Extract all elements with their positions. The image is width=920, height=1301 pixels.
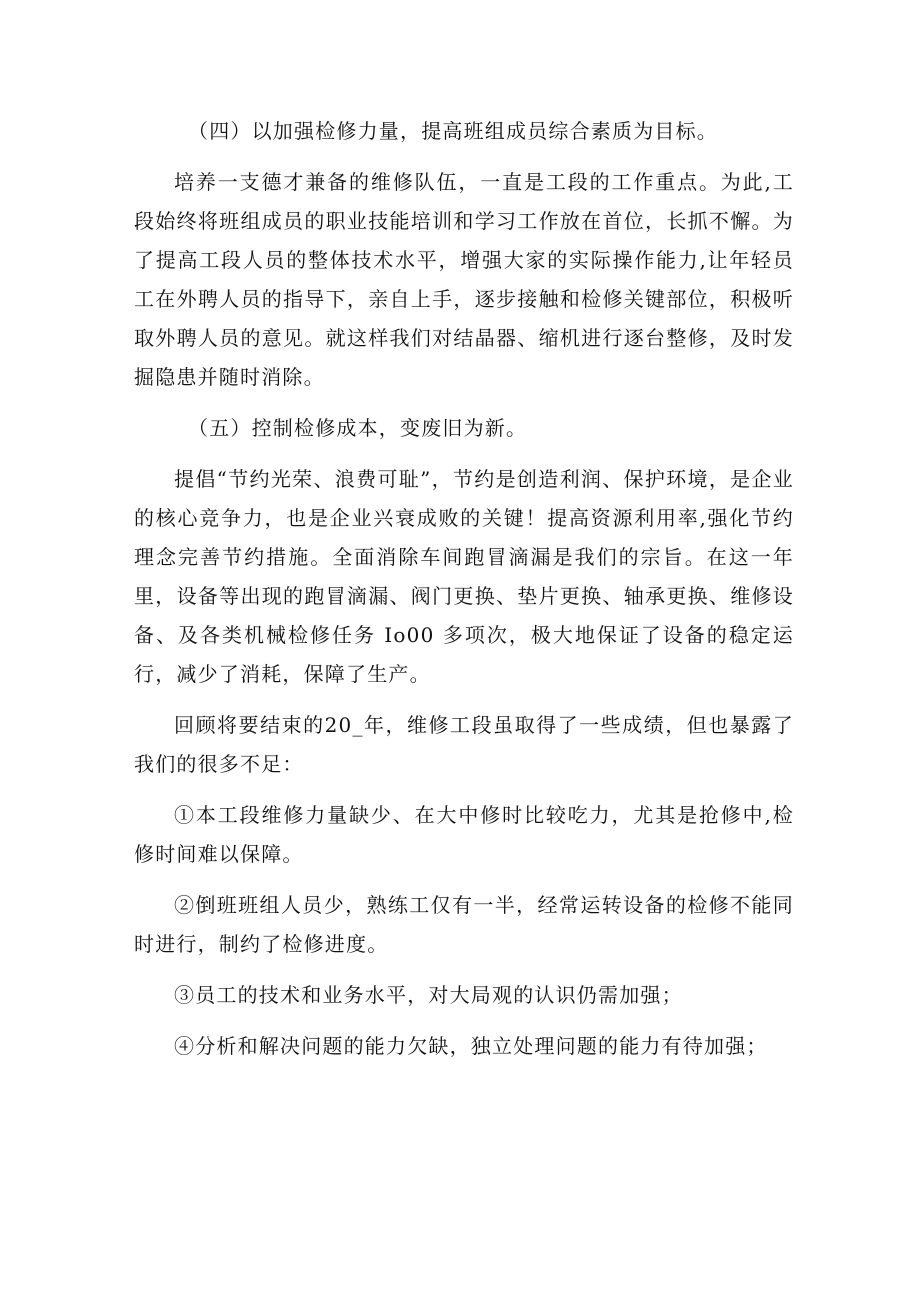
list-item-shortcoming-4: ④分析和解决问题的能力欠缺，独立处理问题的能力有待加强；: [174, 1034, 768, 1058]
paragraph-cost-saving: 提倡“节约光荣、浪费可耻”，节约是创造利润、保护环境，是企业的核心竞争力，也是企业兴衰成败的关键！提高资源利用率,强化节约理念完善节约措施。全面消除车间跑冒滴漏是我们的宗旨。在这一年里，设备等出现的跑冒滴漏、阀门更换、垫片更换、轴承更换、维修设备、及各类机械检修任务 Io00 多项次，极大地保证了设备的稳定运行，减少了消耗，保障了生产。: [134, 467, 794, 686]
list-item-shortcoming-2: ②倒班班组人员少，熟练工仅有一半，经常运转设备的检修不能同时进行，制约了检修进度。: [134, 893, 794, 956]
document-body: [134, 112, 794, 1066]
paragraph-team-training: 培养一支德才兼备的维修队伍，一直是工段的工作重点。为此,工段始终将班组成员的职业技能培训和学习工作放在首位，长抓不懈。为了提高工段人员的整体技术水平，增强大家的实际操作能力,让年轻员工在外聘人员的指导下，亲自上手，逐步接触和检修关键部位，积极听取外聘人员的意见。就这样我们对结晶器、缩机进行逐台整修，及时发掘隐患并随时消除。: [134, 170, 794, 389]
list-item-shortcoming-1: ①本工段维修力量缺少、在大中修时比较吃力，尤其是抢修中,检修时间难以保障。: [134, 803, 794, 866]
section-heading-5: （五）控制检修成本，变废旧为新。: [188, 416, 528, 440]
section-heading-4: （四）以加强检修力量，提高班组成员综合素质为目标。: [188, 119, 718, 143]
list-item-shortcoming-3: ③员工的技术和业务水平，对大局观的认识仍需加强；: [174, 983, 683, 1007]
paragraph-review: 回顾将要结束的20_年，维修工段虽取得了一些成绩，但也暴露了我们的很多不足：: [134, 713, 794, 776]
